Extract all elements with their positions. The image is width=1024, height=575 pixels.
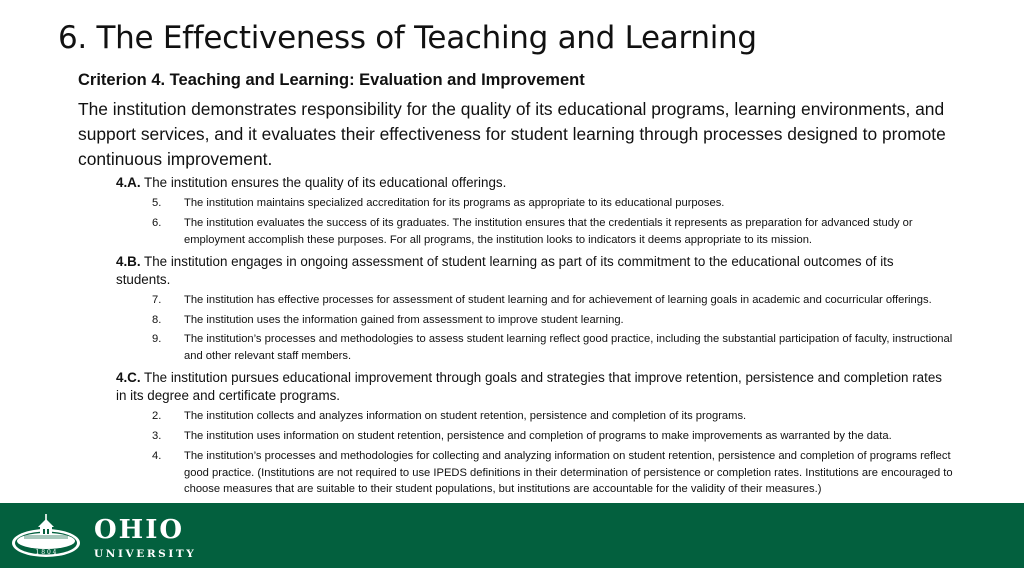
footer-bar <box>0 503 1024 568</box>
criterion-heading: Criterion 4. Teaching and Learning: Evaluation and Improvement <box>78 71 585 89</box>
logo-text-university: UNIVERSITY <box>94 548 197 560</box>
list-item-number: 6. <box>152 217 162 229</box>
list-item-number: 3. <box>152 430 162 442</box>
list-item <box>152 292 964 309</box>
list-item <box>152 331 964 364</box>
section-label: 4.C. <box>116 370 141 385</box>
criterion-description: The institution demonstrates responsibility for the quality of its educational programs, learning environments, and support services, and it evaluates their effectiveness for student learning through processes designed to promote continuous improvement. <box>78 99 946 169</box>
list-item-text: The institution collects and analyzes information on student retention, persistence and completion of its programs. <box>184 410 747 422</box>
seal-year: 1 8 0 4 <box>35 549 57 556</box>
list-item <box>152 448 964 498</box>
list-item-text: The institution uses information on student retention, persistence and completion of programs to make improvements as warranted by the data. <box>184 430 892 442</box>
list-item-number: 5. <box>152 197 162 209</box>
section-label: 4.B. <box>116 254 141 269</box>
list-item-number: 8. <box>152 314 162 326</box>
section-4c <box>116 369 946 404</box>
list-item-number: 4. <box>152 450 162 462</box>
slide-title: 6. The Effectiveness of Teaching and Learning <box>58 20 757 56</box>
section-text: The institution pursues educational improvement through goals and strategies that improve retention, persistence and completion rates in its degree and certificate programs. <box>116 370 942 403</box>
logo-text-ohio: OHIO <box>94 515 185 545</box>
section-4a <box>116 174 946 192</box>
list-item-text: The institution’s processes and methodologies to assess student learning reflect good practice, including the substantial participation of faculty, instructional and other relevant staff members. <box>184 333 953 362</box>
list-item-text: The institution has effective processes for assessment of student learning and for achievement of learning goals in academic and cocurricular offerings. <box>184 294 932 306</box>
list-item-number: 9. <box>152 333 162 345</box>
list-item-text: The institution maintains specialized accreditation for its programs as appropriate to its educational purposes. <box>184 197 725 209</box>
list-item <box>152 312 964 329</box>
section-text: The institution ensures the quality of its educational offerings. <box>140 175 507 190</box>
list-item-text: The institution uses the information gained from assessment to improve student learning. <box>184 314 624 326</box>
list-item <box>152 408 964 425</box>
cupola-seal-icon <box>10 513 82 559</box>
list-item <box>152 215 964 248</box>
list-item-number: 2. <box>152 410 162 422</box>
section-label: 4.A. <box>116 175 141 190</box>
section-text: The institution engages in ongoing assessment of student learning as part of its commitment to the educational outcomes of its students. <box>116 254 894 287</box>
list-item <box>152 428 964 445</box>
list-item-number: 7. <box>152 294 162 306</box>
list-item-text: The institution evaluates the success of its graduates. The institution ensures that the credentials it represents as preparation for advanced study or employment accomplish these purposes. For all programs, the institution looks to indicators it deems appropriate to its mission. <box>184 217 913 246</box>
list-item <box>152 195 964 212</box>
list-item-text: The institution’s processes and methodologies for collecting and analyzing information on student retention, persistence and completion of programs reflect good practice. (Institutions are not required to use IPEDS definitions in their determination of persistence or completion rates. Institutions are encouraged to choose measures that are suitable to their student populations, but institutions are accountable for the validity of their measures.) <box>184 450 953 495</box>
section-4b <box>116 253 946 288</box>
